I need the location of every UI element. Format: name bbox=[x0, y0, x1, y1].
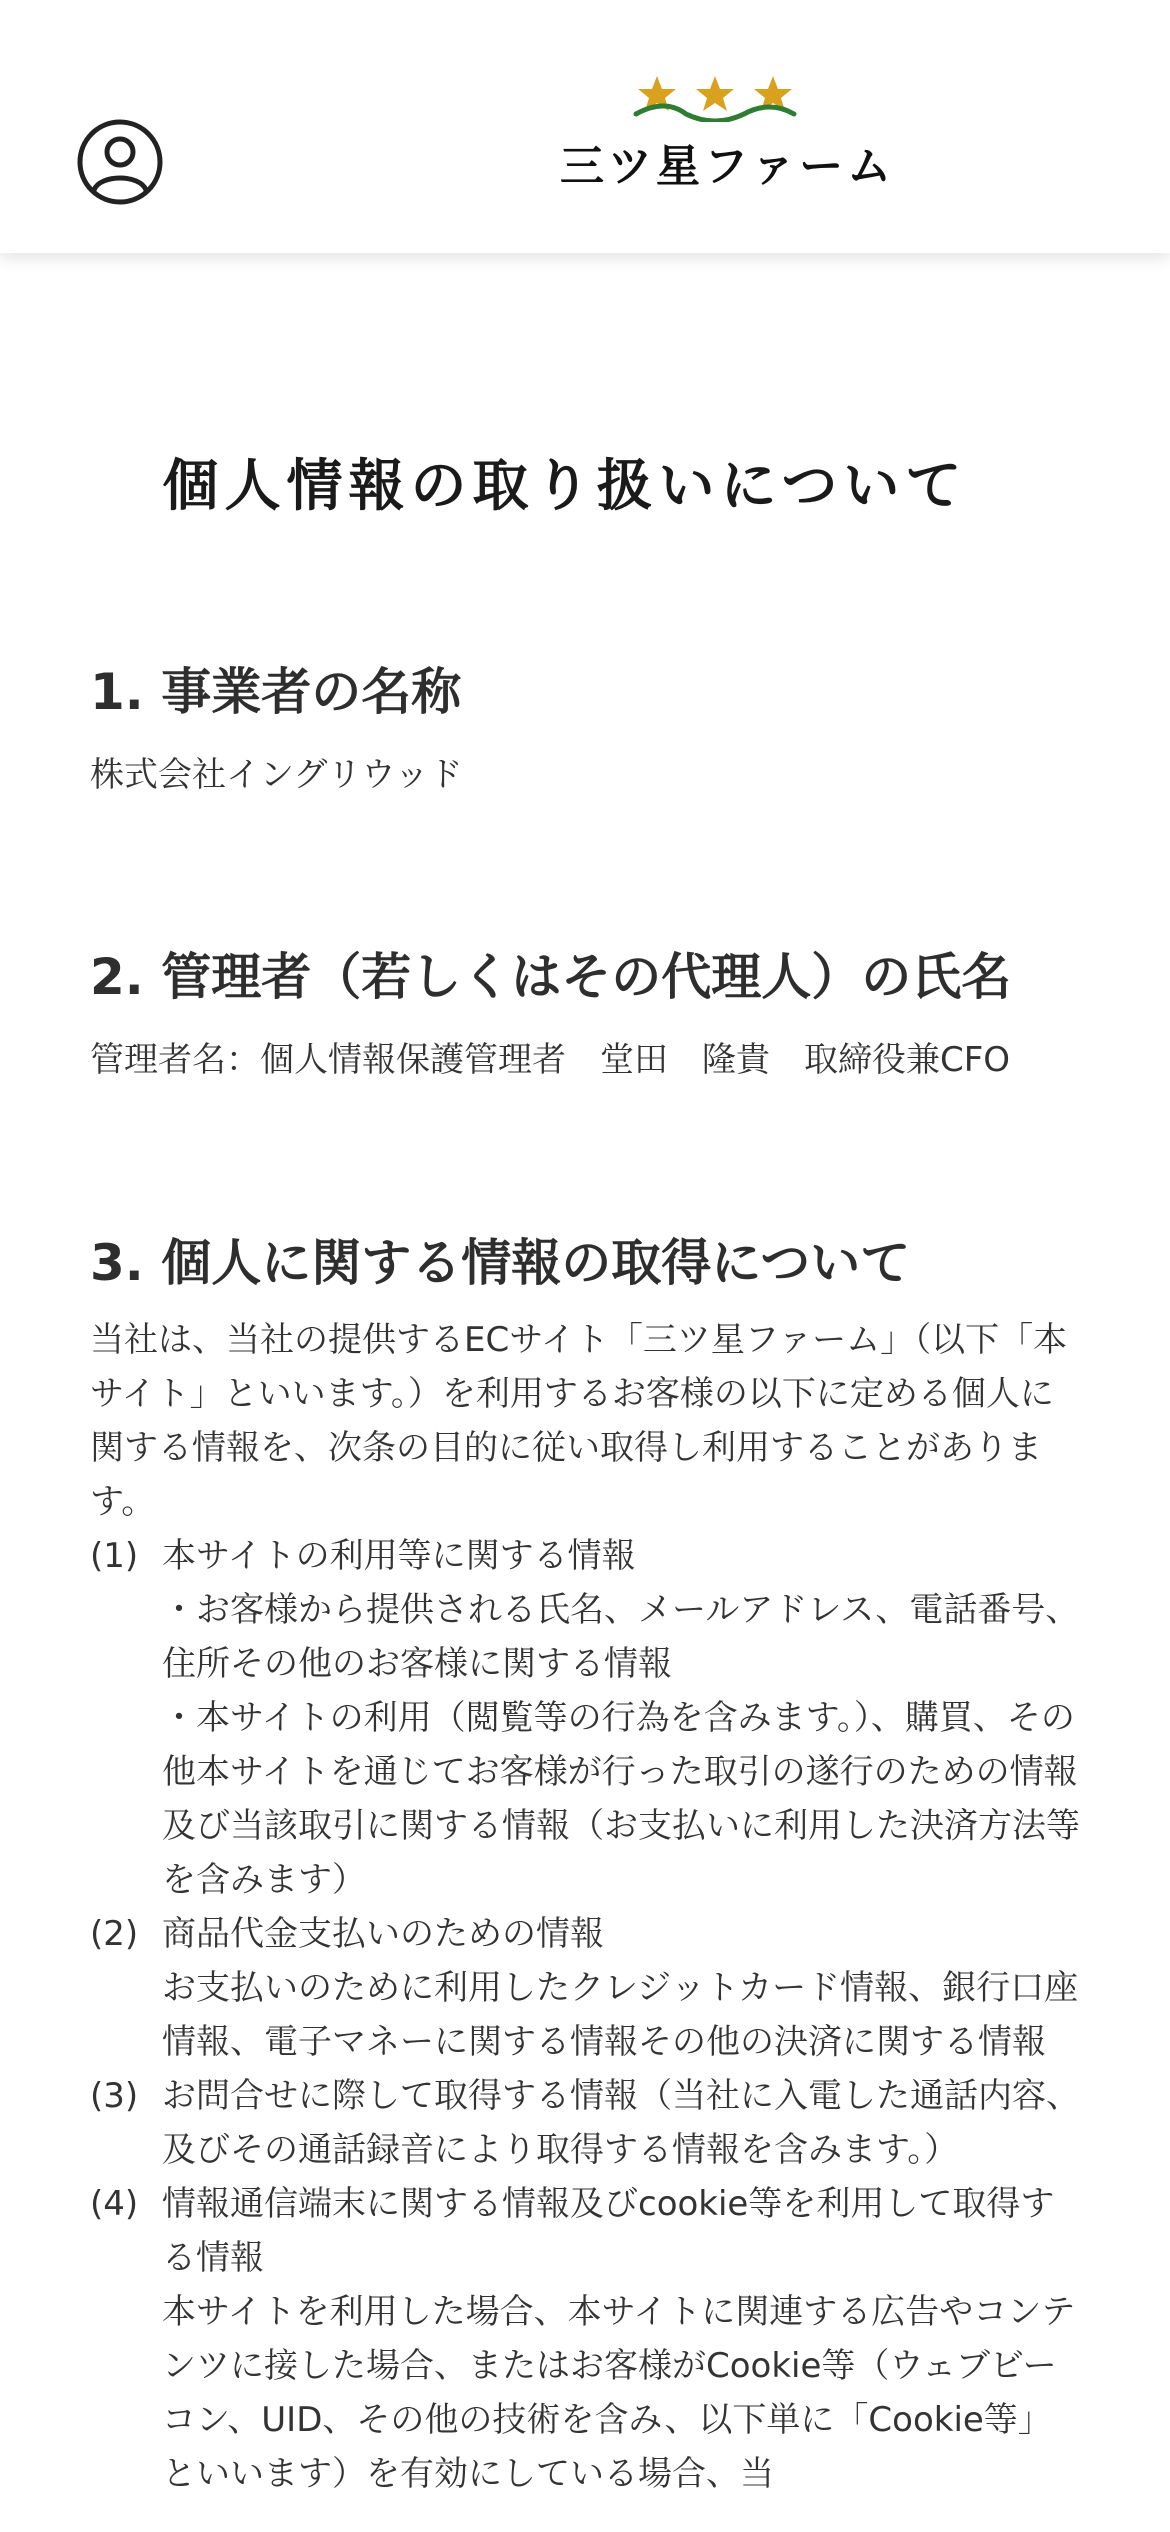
section-heading: 3. 個人に関する情報の取得について bbox=[90, 1234, 911, 1293]
account-button[interactable] bbox=[76, 118, 164, 206]
main-content bbox=[90, 253, 1080, 2501]
section-heading: 2. 管理者（若しくはその代理人）の氏名 bbox=[90, 948, 1012, 1007]
list-item-number: (2) bbox=[90, 1914, 139, 1955]
section-text: 株式会社イングリウッド bbox=[90, 755, 463, 796]
list-item-text: お問合せに際して取得する情報（当社に入電した通話内容、及びその通話録音により取得する情報を含みます。） bbox=[162, 2076, 1080, 2171]
list-item bbox=[90, 1529, 1080, 1907]
list-item bbox=[90, 1907, 1080, 2069]
section-manager-name bbox=[90, 947, 1080, 1087]
list-item bbox=[90, 2069, 1080, 2177]
app-header bbox=[0, 0, 1170, 253]
list-item-text: お支払いのために利用したクレジットカード情報、銀行口座情報、電子マネーに関する情報その他の決済に関する情報 bbox=[162, 1968, 1079, 2063]
list-item-text: ・本サイトの利用（閲覧等の行為を含みます。）、購買、その他本サイトを通じてお客様が行った取引の遂行のための情報及び当該取引に関する情報（お支払いに利用した決済方法等を含みます） bbox=[162, 1698, 1080, 1901]
section-business-name bbox=[90, 662, 1080, 802]
user-circle-icon bbox=[76, 118, 164, 206]
list-item-text: 本サイトを利用した場合、本サイトに関連する広告やコンテンツに接した場合、またはお客様がCookie等（ウェブビーコン、UID、その他の技術を含み、以下単に「Cookie等」といいます）を有効にしている場合、当 bbox=[162, 2292, 1076, 2495]
list-item-number: (4) bbox=[90, 2184, 139, 2225]
site-logo[interactable] bbox=[560, 72, 896, 192]
list-item bbox=[90, 2177, 1080, 2501]
three-stars-icon bbox=[632, 72, 798, 122]
section-text: 当社は、当社の提供するECサイト「三ツ星ファーム」（以下「本サイト」といいます。）を利用するお客様の以下に定める個人に関する情報を、次条の目的に従い取得し利用することがあります。 bbox=[90, 1320, 1068, 1523]
list-item-text: 本サイトの利用等に関する情報 bbox=[162, 1536, 636, 1577]
list-item-number: (1) bbox=[90, 1536, 139, 1577]
list-item-text: 情報通信端末に関する情報及びcookie等を利用して取得する情報 bbox=[162, 2184, 1055, 2279]
page-title: 個人情報の取り扱いについて bbox=[162, 454, 968, 519]
section-info-acquisition bbox=[90, 1233, 1080, 2501]
list-item-text: ・お客様から提供される氏名、メールアドレス、電話番号、住所その他のお客様に関する情報 bbox=[162, 1590, 1080, 1685]
logo-text: 三ツ星ファーム bbox=[560, 141, 896, 192]
list-item-text: 商品代金支払いのための情報 bbox=[162, 1914, 604, 1955]
section-heading: 1. 事業者の名称 bbox=[90, 663, 462, 722]
section-text: 管理者名：個人情報保護管理者 堂田 隆貴 取締役兼CFO bbox=[90, 1040, 1011, 1081]
list-item-number: (3) bbox=[90, 2076, 139, 2117]
